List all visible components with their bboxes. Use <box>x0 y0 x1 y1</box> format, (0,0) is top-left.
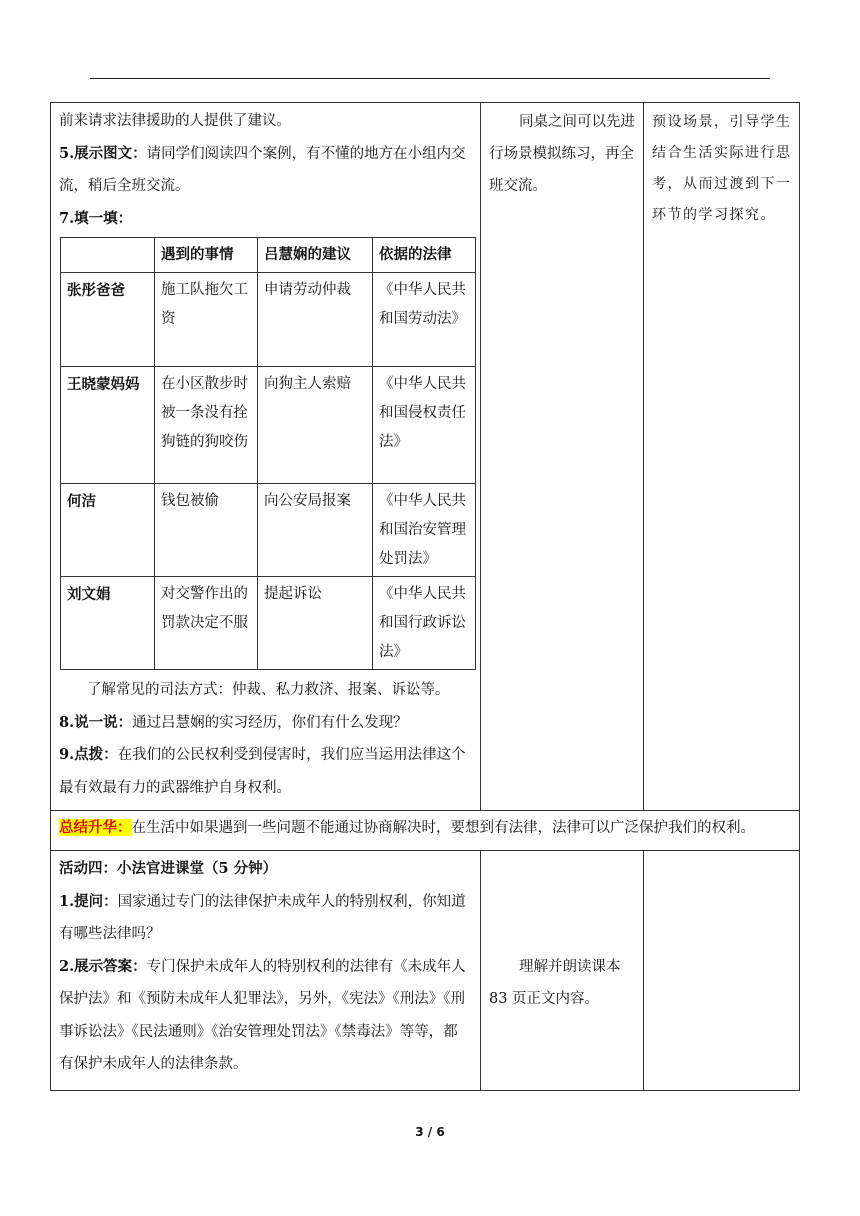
summary-text: 在生活中如果遇到一些问题不能通过协商解决时，要想到有法律，法律可以广泛保护我们的权利。 <box>131 820 755 836</box>
header-cell-event: 遇到的事情 <box>155 238 258 273</box>
header-cell-advice: 吕慧娴的建议 <box>258 238 373 273</box>
activity-four-title: 活动四：小法官进课堂（5 分钟） <box>59 860 278 877</box>
design-intent-text: 预设场景，引导学生结合生活实际进行思考，从而过渡到下一环节的学习探究。 <box>652 114 792 223</box>
fill-in-header-row <box>61 238 476 273</box>
law-cell: 《中华人民共和国侵权责任法》 <box>373 367 476 484</box>
table-row <box>61 273 476 367</box>
law-cell: 《中华人民共和国治安管理处罚法》 <box>373 484 476 577</box>
summary-row <box>51 811 800 851</box>
advice-cell: 向狗主人索赔 <box>258 367 373 484</box>
person-name: 何洁 <box>61 484 155 577</box>
event-cell: 在小区散步时被一条没有拴狗链的狗咬伤 <box>155 367 258 484</box>
step-2-label: 2.展示答案： <box>59 957 147 975</box>
step-9 <box>59 739 472 804</box>
intro-line: 前来请求法律援助的人提供了建议。 <box>59 113 291 129</box>
step-5-label: 5.展示图文： <box>59 144 147 162</box>
table-row <box>61 367 476 484</box>
lesson-plan-table <box>50 102 800 1091</box>
activity-four-row <box>51 851 800 1091</box>
activity-three-row <box>51 103 800 811</box>
step-5 <box>59 138 472 203</box>
step-1-label: 1.提问： <box>59 892 118 910</box>
header-rule <box>90 78 770 79</box>
step-8-label: 8.说一说： <box>59 713 133 731</box>
step-1-text: 国家通过专门的法律保护未成年人的特别权利，你知道有哪些法律吗？ <box>59 893 466 942</box>
teacher-activity-cell <box>51 103 481 811</box>
step-8 <box>59 707 472 740</box>
law-cell: 《中华人民共和国劳动法》 <box>373 273 476 367</box>
design-intent-cell <box>644 103 800 811</box>
step-9-label: 9.点拨： <box>59 746 118 763</box>
person-name: 张彤爸爸 <box>61 273 155 367</box>
step-7 <box>59 203 472 236</box>
person-name: 刘文娟 <box>61 577 155 670</box>
table-row <box>61 484 476 577</box>
header-cell-empty <box>61 238 155 273</box>
step-8-text: 通过吕慧娴的实习经历，你们有什么发现？ <box>132 714 408 731</box>
advice-cell: 向公安局报案 <box>258 484 373 577</box>
page-number: 3 / 6 <box>415 1125 445 1139</box>
event-cell: 钱包被偷 <box>155 484 258 577</box>
teacher-activity-cell <box>51 851 481 1091</box>
student-activity-text: 同桌之间可以先进行场景模拟练习，再全班交流。 <box>489 114 635 194</box>
student-activity-text: 理解并朗读课本 83 页正文内容。 <box>489 959 621 1007</box>
fill-in-table <box>60 237 476 670</box>
judicial-methods-note: 了解常见的司法方式：仲裁、私力救济、报案、诉讼等。 <box>87 682 450 698</box>
law-cell: 《中华人民共和国行政诉讼法》 <box>373 577 476 670</box>
step-2-text: 专门保护未成年人的特别权利的法律有《未成年人保护法》和《预防未成年人犯罪法》，另外，《宪法》《刑法》《刑事诉讼法》《民法通则》《治安管理处罚法》《禁毒法》等等，都有保护未成年人的法律条款。 <box>59 958 466 1072</box>
student-activity-cell <box>481 851 644 1091</box>
header-cell-law: 依据的法律 <box>373 238 476 273</box>
step-1 <box>59 886 472 951</box>
summary-cell <box>51 811 800 851</box>
design-intent-text <box>644 851 799 855</box>
summary-label: 总结升华： <box>59 819 132 836</box>
person-name: 王晓蒙妈妈 <box>61 367 155 484</box>
event-cell: 施工队拖欠工资 <box>155 273 258 367</box>
step-2 <box>59 951 472 1081</box>
design-intent-cell <box>644 851 800 1091</box>
advice-cell: 申请劳动仲裁 <box>258 273 373 367</box>
step-7-label: 7.填一填： <box>59 209 133 227</box>
event-cell: 对交警作出的罚款决定不服 <box>155 577 258 670</box>
student-activity-cell <box>481 103 644 811</box>
step-9-text: 在我们的公民权利受到侵害时，我们应当运用法律这个最有效最有力的武器维护自身权利。 <box>59 747 466 796</box>
advice-cell: 提起诉讼 <box>258 577 373 670</box>
table-row <box>61 577 476 670</box>
step-5-text: 请同学们阅读四个案例，有不懂的地方在小组内交流，稍后全班交流。 <box>59 145 466 194</box>
